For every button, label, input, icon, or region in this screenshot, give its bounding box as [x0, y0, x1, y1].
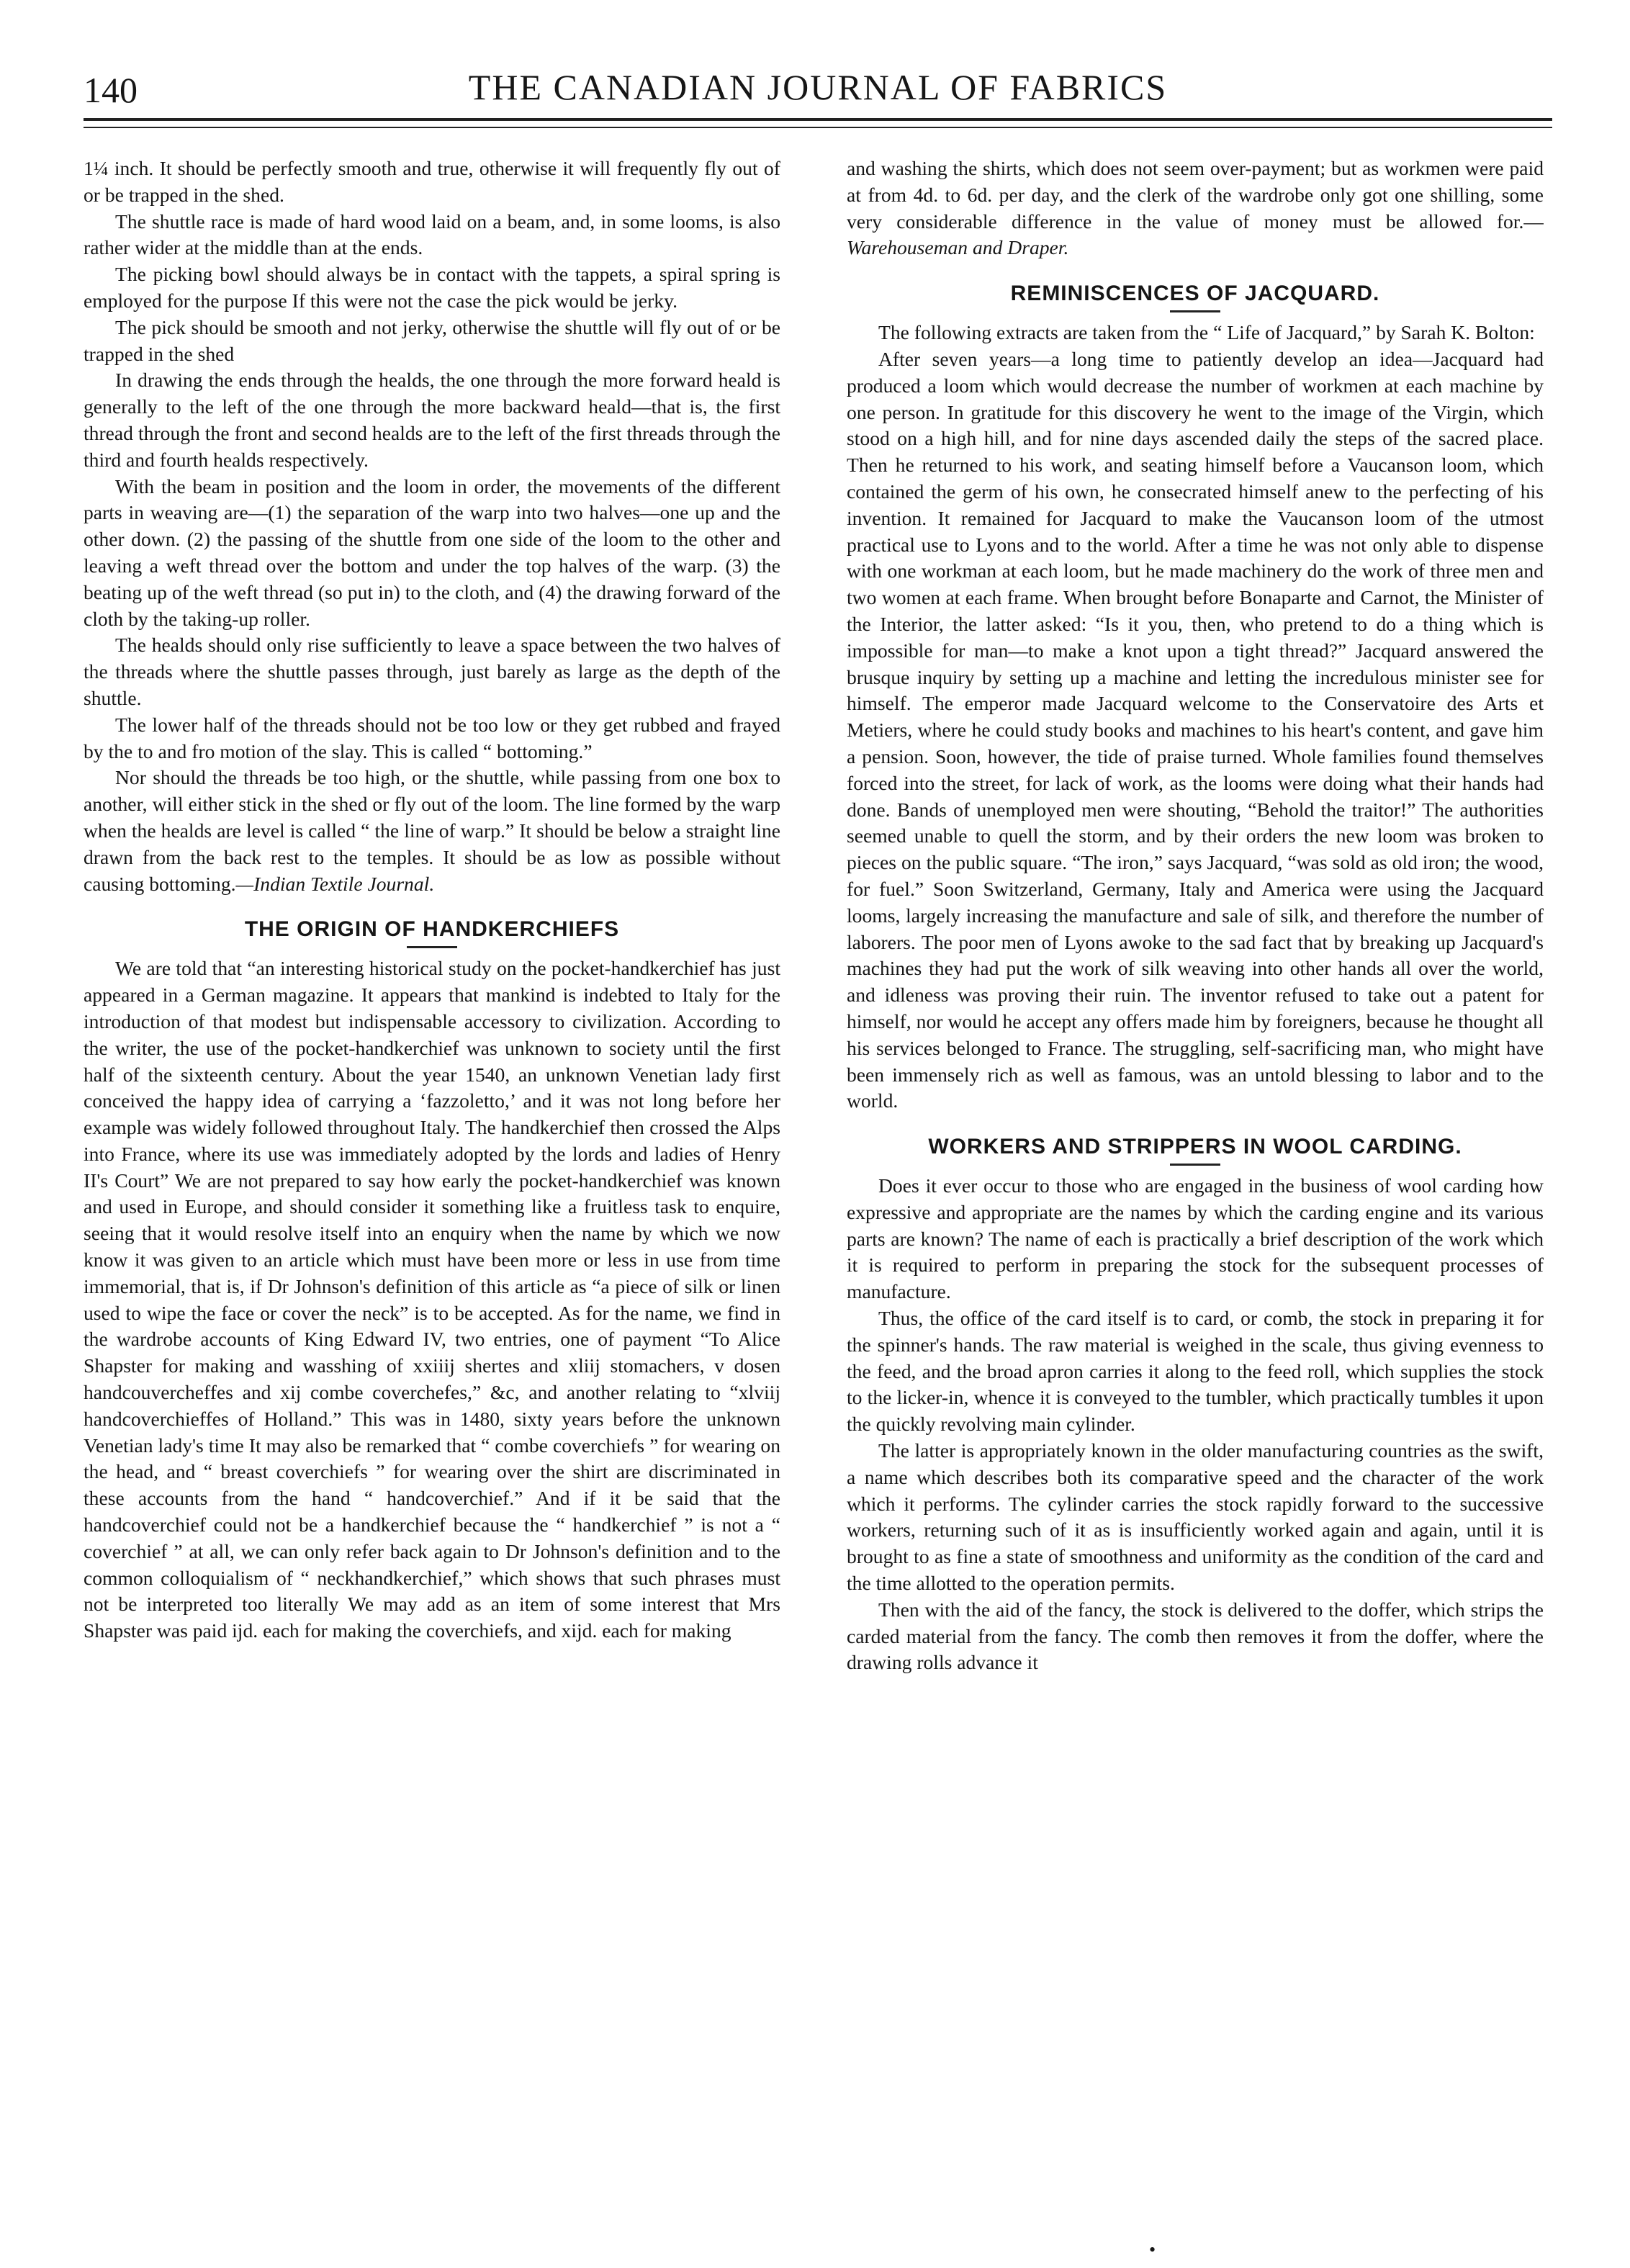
- jacquard-intro: The following extracts are taken from the “ Life of Jacquard,” by Sarah K. Bolton:: [878, 321, 1535, 344]
- wool-paragraph: Does it ever occur to those who are engaged in the business of wool carding how expressive and appropriate are the names by which the carding engine and its various parts are known? The name of each is practically a brief description of the work which it is required to perform in preparing the stock for the subsequent processes of manufacture.: [847, 1174, 1544, 1303]
- handkerchief-paragraph: We are told that “an interesting historical study on the pocket-handkerchief has just appeared in a German magazine. It appears that mankind is indebted to Italy for the introduction of that modest but indispensable accessory to civilization. According to the writer, the use of the pocket-handkerchief was unknown to society until the first half of the sixteenth century. About the year 1540, an unknown Venetian lady first conceived the happy idea of carrying a ‘fazzoletto,’ and it was not long before her example was widely followed throughout Italy. The handkerchief then crossed the Alps into France, where its use was immediately adopted by the lords and ladies of Henry II's Court” We are not prepared to say how early the pocket-handkerchief was known and used in Europe, and should consider it something like a fruitless task to enquire, seeing that it would resolve itself into an enquiry when the name by which we now know it was given to an article which must have been more or less in use from time immemorial, that is, if Dr Johnson's definition of this article as “a piece of silk or linen used to wipe the face or cover the neck” is to be accepted. As for the name, we find in the wardrobe accounts of King Edward IV, two entries, one of payment “To Alice Shapster for making and wasshing of xxiiij shertes and xliij stomachers, v dosen handcouvercheffes and xij combe coverchefes,” &c, and another relating to “xlviij handcoverchieffes of Holland.” This was in 1480, sixty years before the unknown Venetian lady's time It may also be remarked that “ combe coverchiefs ” for wearing on the head, and “ breast coverchiefs ” for wearing over the shirt are discriminated in these accounts from the hand “ handcoverchief.” And if it be said that the handcoverchief could not be a handkerchief because the “ handkerchief ” is not a “ coverchief ” at all, we can only refer back again to Dr Johnson's definition and to the common colloquialism of “ neckhandkerchief,” which shows that such phrases must not be interpreted too literally We may add as an item of some interest that Mrs Shapster was paid ijd. each for making the coverchiefs, and xijd. each for making: [84, 957, 780, 1642]
- loom-source: —Indian Textile Journal.: [235, 872, 435, 895]
- loom-paragraph: The picking bowl should always be in contact with the tappets, a spiral spring is employed for the purpose If this were not the case the pick would be jerky.: [84, 263, 780, 312]
- loom-paragraph: The healds should only rise sufficiently to leave a space between the two halves of the threads where the shuttle passes through, just barely as large as the depth of the shuttle.: [84, 634, 780, 709]
- loom-paragraph: The pick should be smooth and not jerky, otherwise the shuttle will fly out of or be trapped in the shed: [84, 315, 780, 365]
- loom-paragraph: 1¼ inch. It should be perfectly smooth and true, otherwise it will frequently fly out of or be trapped in the shed.: [84, 157, 780, 206]
- handkerchief-heading: THE ORIGIN OF HANDKERCHIEFS: [84, 917, 780, 948]
- page-header: [84, 66, 1552, 114]
- loom-paragraph: The lower half of the threads should not be too low or they get rubbed and frayed by the to and fro motion of the slay. This is called “ bottoming.”: [84, 713, 780, 762]
- jacquard-heading: REMINISCENCES OF JACQUARD.: [847, 282, 1544, 312]
- page-number: 140: [84, 70, 138, 110]
- loom-paragraph: In drawing the ends through the healds, the one through the more forward heald is generally to the left of the one through the more backward heald—that is, the first thread through the front and second healds are to the left of the first threads through the third and fourth healds respectively.: [84, 369, 780, 471]
- loom-last-text: Nor should the threads be too high, or the shuttle, while passing from one box to another, will either stick in the shed or fly out of the loom. The line formed by the warp when the healds are level is called “ the line of warp.” It should be below a straight line drawn from the back rest to the temples. It should be as low as possible without causing bottoming.: [84, 766, 780, 895]
- loom-paragraph: With the beam in position and the loom in order, the movements of the different parts in weaving are—(1) the separation of the warp into two halves—one up and the other down. (2) the passing of the shuttle from one side of the loom to the other and leaving a weft thread over the bottom and under the top halves of the warp. (3) the beating up of the weft thread (so put in) to the cloth, and (4) the drawing forward of the cloth by the taking-up roller.: [84, 474, 780, 630]
- handkerchief-continued-text: and washing the shirts, which does not seem over-payment; but as workmen were paid at from 4d. to 6d. per day, and the clerk of the wardrobe only got one shilling, some very considerable difference in the value of money must be allowed for.—: [847, 157, 1544, 233]
- wool-paragraph: Then with the aid of the fancy, the stock is delivered to the doffer, which strips the carded material from the fancy. The comb then removes it from the doffer, where the drawing rolls advance it: [847, 1598, 1544, 1674]
- left-column: [84, 156, 780, 2236]
- loom-paragraph: The shuttle race is made of hard wood laid on a beam, and, in some looms, is also rather wider at the middle than at the ends.: [84, 210, 780, 259]
- wool-heading: WORKERS AND STRIPPERS IN WOOL CARDING.: [847, 1135, 1544, 1166]
- loom-paragraph: [84, 765, 780, 897]
- journal-title: THE CANADIAN JOURNAL OF FABRICS: [468, 67, 1168, 107]
- header-rule: [84, 118, 1552, 128]
- wool-paragraph: The latter is appropriately known in the older manufacturing countries as the swift, a name which describes both its comparative speed and the character of the work which it performs. The cylinder carries the stock rapidly forward to the successive workers, returning such of it as is insufficiently worked again and again, until it is brought to as fine a state of smoothness and uniformity as the condition of the card and the time allotted to the operation permits.: [847, 1439, 1544, 1595]
- page-mark: •: [1149, 2239, 1156, 2260]
- handkerchief-continued: [847, 156, 1544, 261]
- handkerchief-source: Warehouseman and Draper.: [847, 236, 1069, 259]
- wool-paragraph: Thus, the office of the card itself is to card, or comb, the stock in preparing it for the spinner's hands. The raw material is weighed in the scale, thus giving evenness to the feed, and the broad apron carries it along to the feed roll, which supplies the stock to the licker-in, whence it is conveyed to the tumbler, which practically tumbles it upon the quickly revolving main cylinder.: [847, 1307, 1544, 1436]
- jacquard-paragraph: After seven years—a long time to patiently develop an idea—Jacquard had produced a loom which would decrease the number of workmen at each machine by one person. In gratitude for this discovery he went to the image of the Virgin, which stood on a high hill, and for nine days ascended daily the steps of the sacred place. Then he returned to his work, and seating himself before a Vaucanson loom, which contained the germ of his own, he consecrated himself anew to the perfecting of his invention. It remained for Jacquard to make the Vaucanson loom of the utmost practical use to Lyons and to the world. After a time he was not only able to dispense with one workman at each loom, but he made machinery do the work of three men and two women at each frame. When brought before Bonaparte and Carnot, the Minister of the Interior, the latter asked: “Is it you, then, who pretend to do a thing which is impossible for man—to make a knot upon a tight thread?” Jacquard answered the brusque inquiry by setting up a machine and letting the incredulous minister see for himself. The emperor made Jacquard welcome to the Conservatoire des Arts et Metiers, where he could study books and machines to his heart's content, and gave him a pension. Soon, however, the tide of praise turned. Whole families found themselves forced into the street, for lack of work, as the looms were doing what their hands had done. Bands of unemployed men were shouting, “Behold the traitor!” The authorities seemed unable to quell the storm, and by their orders the new loom was broken to pieces on the public square. “The iron,” says Jacquard, “was sold as old iron; the wood, for fuel.” Soon Switzerland, Germany, Italy and America were using the Jacquard looms, largely increasing the manufacture and sale of silk, and therefore the number of laborers. The poor men of Lyons awoke to the sad fact that by breaking up Jacquard's machines they had put the work of silk weaving into other hands all over the world, and idleness was proving their ruin. The inventor refused to take out a patent for himself, nor would he accept any offers made him by foreigners, because he thought all his services belonged to France. The struggling, self-sacrificing man, who might have been immensely rich as well as famous, was an untold blessing to labor and to the world.: [847, 347, 1544, 1112]
- right-column: [847, 156, 1544, 2236]
